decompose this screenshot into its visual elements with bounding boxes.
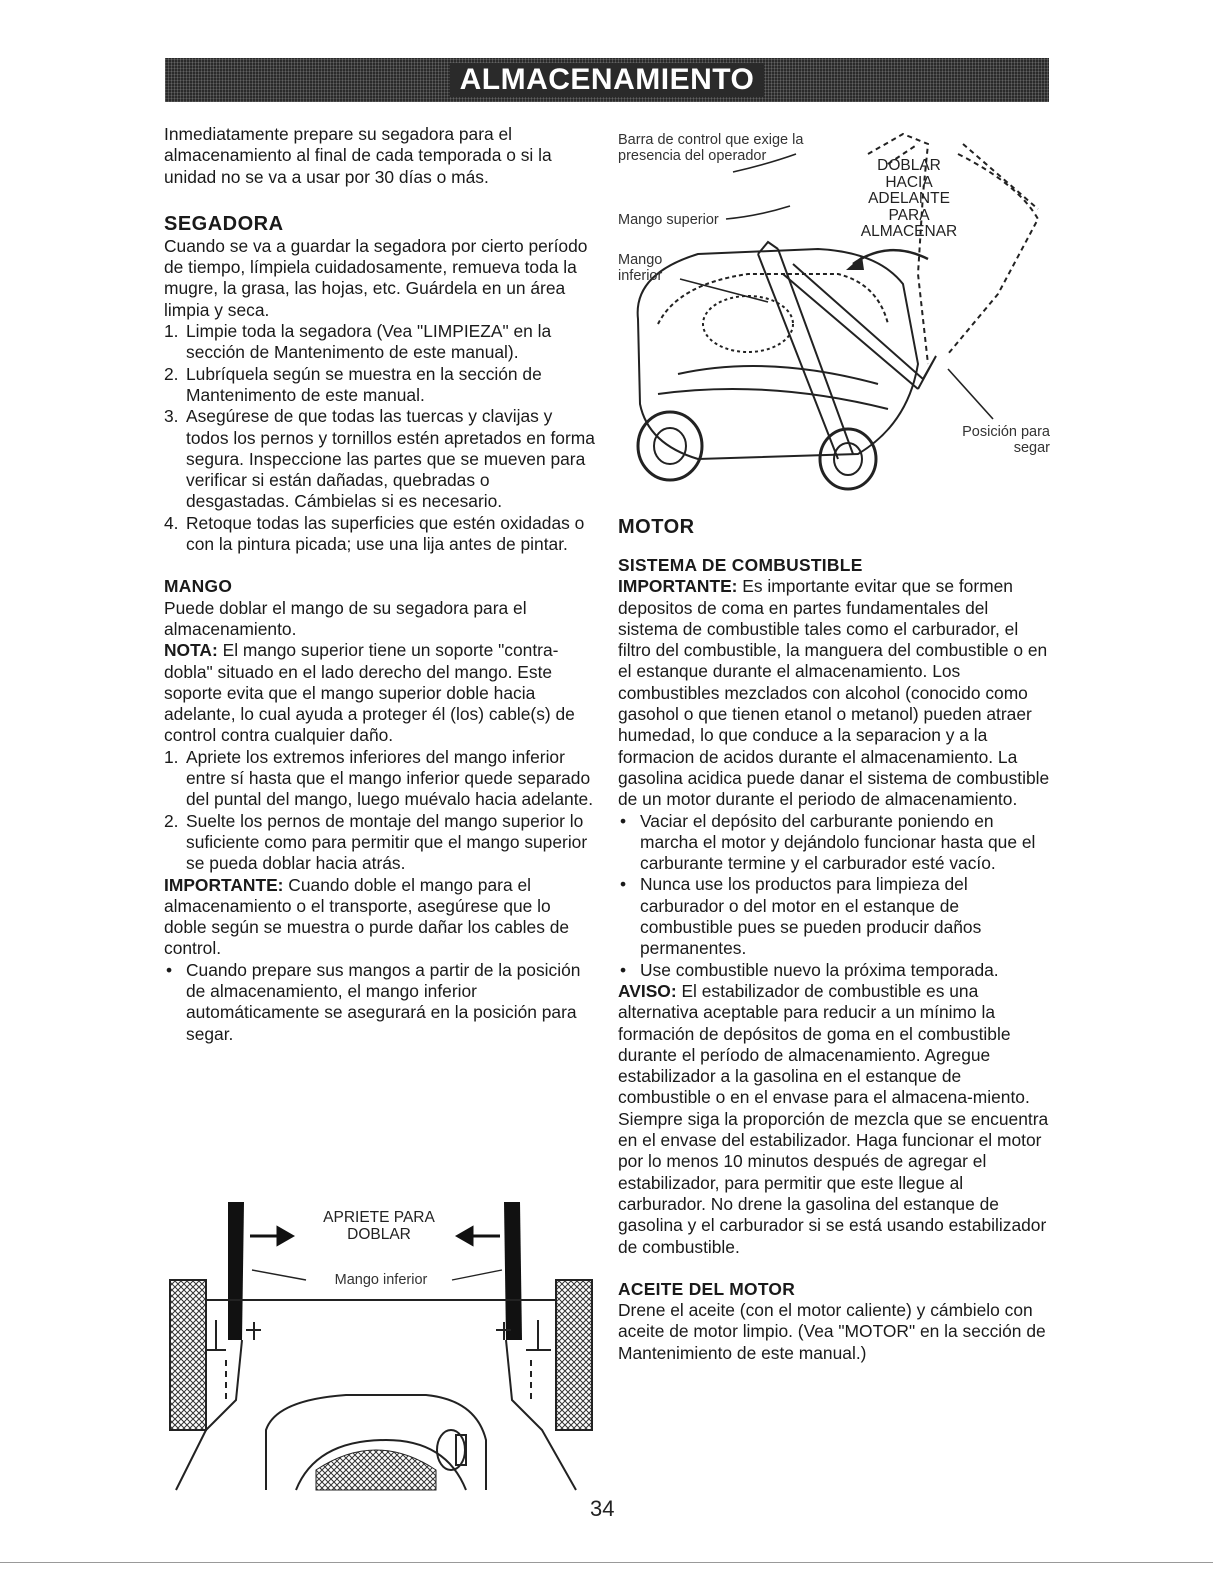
step-text: Lubríquela según se muestra en la sección de Mantenimento de este manual.	[186, 363, 542, 405]
label-fold-forward: DOBLAR HACIA ADELANTE PARA ALMACENAR	[860, 157, 958, 240]
right-column	[618, 512, 1050, 1364]
handle-illustration	[166, 1200, 598, 1500]
bullet-symbol: •	[620, 959, 627, 980]
mango-note	[164, 640, 596, 746]
step-number: 2.	[164, 810, 179, 831]
label-mowing-position: Posición para segar	[962, 424, 1050, 456]
list-item	[618, 960, 1050, 981]
bullet-symbol: •	[620, 810, 627, 831]
notice-label: AVISO:	[618, 980, 677, 1001]
segadora-paragraph: Cuando se va a guardar la segadora por cierto período de tiempo, límpiela cuidadosamente, remueva toda la mugre, la grasa, las hojas, etc. Guárdela en un área limpia y seca.	[164, 235, 588, 320]
list-item	[618, 811, 1050, 875]
important-label: IMPORTANTE:	[618, 576, 738, 597]
label-control-bar: Barra de control que exige la presencia del operador	[618, 132, 804, 164]
bullet-text: Use combustible nuevo la próxima temporada.	[640, 959, 999, 980]
bullet-symbol: •	[166, 959, 173, 980]
bullet-text: Cuando prepare sus mangos a partir de la posición de almacenamiento, el mango inferior automáticamente se asegurará en la posición para segar.	[186, 959, 581, 1044]
list-item	[164, 321, 596, 364]
step-number: 2.	[164, 363, 179, 384]
mango-heading: MANGO	[164, 576, 233, 597]
step-number: 3.	[164, 406, 179, 427]
step-text: Limpie toda la segadora (Vea "LIMPIEZA" en la sección de Mantenimento de este manual).	[186, 321, 552, 363]
left-column	[164, 124, 596, 1045]
mango-steps	[164, 747, 596, 875]
label-squeeze-to-fold: APRIETE PARA DOBLAR	[323, 1209, 435, 1243]
note-label: NOTA:	[164, 640, 218, 661]
step-text: Apriete los extremos inferiores del mango inferior entre sí hasta que el mango inferior quede separado del puntal del mango, luego muévalo hacia adelante.	[186, 746, 594, 810]
intro-paragraph: Inmediatamente prepare su segadora para el almacenamiento al final de cada temporada o si la unidad no se va a usar por 30 días o más.	[164, 124, 552, 187]
motor-bullets	[618, 811, 1050, 981]
label-lower-handle-bottom: Mango inferior	[334, 1272, 428, 1288]
label-lower-handle: Mango inferior	[618, 252, 663, 284]
step-number: 1.	[164, 321, 179, 342]
step-text: Suelte los pernos de montaje del mango superior lo suficiente como para permitir que el mango superior se pueda doblar hacia atrás.	[186, 810, 588, 874]
mango-bullets	[164, 960, 596, 1045]
bullet-text: Vaciar el depósito del carburante poniendo en marcha el motor y dejándolo funcionar hasta que el carburante termine y el carburador esté vacío.	[640, 810, 1036, 874]
list-item	[164, 747, 596, 811]
page-number: 34	[590, 1496, 615, 1521]
important-label: IMPORTANTE:	[164, 874, 284, 895]
label-upper-handle: Mango superior	[618, 212, 719, 228]
list-item	[164, 960, 596, 1045]
mango-important	[164, 875, 596, 960]
important-text: Es importante evitar que se formen depositos de coma en partes fundamentales del sistema de combustible tales como el carburador, el filtro del combustible, la manguera del combustible o en el estanque durante el almacenamiento. Los combustibles mezclados con alcohol (conocido como gasohol o que tienen etanol o metanol) pueden atraer humedad, lo que conduce a la separacion y a la formacion de acidos durante el almacenamiento. La gasolina acidica puede danar el sistema de combustible de un motor durante el periodo de almacenamiento.	[618, 576, 1050, 810]
list-item	[164, 513, 596, 556]
segadora-heading: SEGADORA	[164, 212, 284, 235]
bullet-text: Nunca use los productos para limpieza del carburador o del motor en el estanque de combustible pues se pueden producir daños permanentes.	[640, 874, 982, 959]
segadora-steps	[164, 321, 596, 555]
figure-storage-position	[618, 124, 1050, 504]
step-number: 1.	[164, 746, 179, 767]
note-text: El mango superior tiene un soporte "contra-dobla" situado en el lado derecho del mango. Este soporte evita que el mango superior doble hacia adelante, lo cual ayuda a proteger él (los) cable(s) de control contra cualquier daño.	[164, 640, 575, 746]
fuel-system-heading: SISTEMA DE COMBUSTIBLE	[618, 555, 863, 575]
list-item	[164, 406, 596, 512]
list-item	[164, 811, 596, 875]
page-title: ALMACENAMIENTO	[450, 63, 765, 97]
figure-squeeze-handle	[166, 1200, 598, 1500]
motor-notice	[618, 981, 1050, 1258]
mango-paragraph: Puede doblar el mango de su segadora para el almacenamiento.	[164, 597, 527, 639]
motor-heading: MOTOR	[618, 516, 695, 538]
section-banner	[165, 58, 1049, 102]
list-item	[164, 364, 596, 407]
bullet-symbol: •	[620, 874, 627, 895]
footer-divider	[0, 1562, 1213, 1563]
step-number: 4.	[164, 512, 179, 533]
notice-text: El estabilizador de combustible es una alternativa aceptable para reducir a un mínimo la formación de depósitos de goma en el combustible durante el período de almacenamiento. Agregue estabilizador a la gasolina en el estanque de combustible o en el envase para el almacena-miento. Siempre siga la proporción de mezcla que se encuentra en el envase del estabilizador. Haga funcionar el motor por lo menos 10 minutos después de agregar el estabilizador, para permitir que este llegue al carburador. No drene la gasolina del estanque de gasolina y el carburador si se está usando estabilizador de combustible.	[618, 980, 1049, 1257]
motor-important	[618, 576, 1050, 810]
oil-heading: ACEITE DEL MOTOR	[618, 1278, 796, 1299]
oil-paragraph: Drene el aceite (con el motor caliente) y cámbielo con aceite de motor limpio. (Vea "MOTOR" en la sección de Mantenimiento de este manual.)	[618, 1300, 1046, 1363]
important-text: Cuando doble el mango para el almacenamiento o el transporte, asegúrese que lo doble según se muestra o purde dañar los cables de control.	[164, 874, 570, 959]
step-text: Retoque todas las superficies que estén oxidadas o con la pintura picada; use una lija antes de pintar.	[186, 512, 585, 555]
list-item	[618, 874, 1050, 959]
step-text: Asegúrese de que todas las tuercas y clavijas y todos los pernos y tornillos estén apretados en forma segura. Inspeccione las partes que se mueven para verificar si están dañadas, quebradas o desgastadas. Cámbielas si es necesario.	[186, 406, 595, 512]
